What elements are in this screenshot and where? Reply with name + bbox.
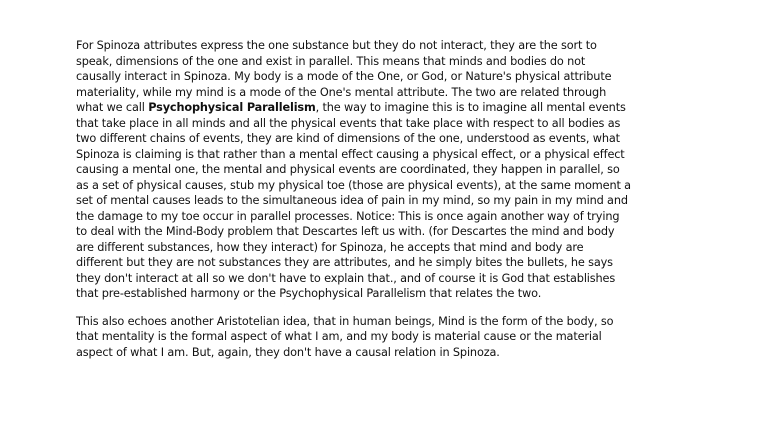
- paragraph-1-text-start: For Spinoza attributes express the one substance but they do not interact, they are the sort to speak, dimensions of the one and exist in parallel. This means that minds and bodies do not causally interact in Spinoza. My body is a mode of the One, or God, or Nature's physical attribute materiality, while my mind is a mode of the One's mental attribute. The two are related through what we call: [76, 39, 612, 114]
- document-page: [76, 38, 632, 372]
- paragraph-aristotelian-idea: This also echoes another Aristotelian idea, that in human beings, Mind is the form of the body, so that mentality is the formal aspect of what I am, and my body is material cause or the material aspect of what I am. But, again, they don't have a causal relation in Spinoza.: [76, 314, 614, 359]
- bold-term-psychophysical-parallelism: Psychophysical Parallelism: [148, 101, 316, 114]
- paragraph-1-text-end: , the way to imagine this is to imagine all mental events that take place in all minds and all the physical events that take place with respect to all bodies as two different chains of events, they are kind of dimensions of the one, understood as events, what Spinoza is claiming is that rather than a mental effect causing a physical effect, or a physical effect causing a mental one, the mental and physical events are coordinated, they happen in parallel, so as a set of physical causes, stub my physical toe (those are physical events), at the same moment a set of mental causes leads to the simultaneous idea of pain in my mind, so my pain in my mind and the damage to my toe occur in parallel processes. Notice: This is once again another way of trying to deal with the Mind-Body problem that Descartes left us with. (for Descartes the mind and body are different substances, how they interact) for Spinoza, he accepts that mind and body are different but they are not substances they are attributes, and he simply bites the bullets, he says they don't interact at all so we don't have to explain that., and of course it is God that establishes that pre-established harmony or the Psychophysical Parallelism that relates the two.: [76, 101, 631, 300]
- paragraph-spinoza-attributes: [76, 38, 632, 302]
